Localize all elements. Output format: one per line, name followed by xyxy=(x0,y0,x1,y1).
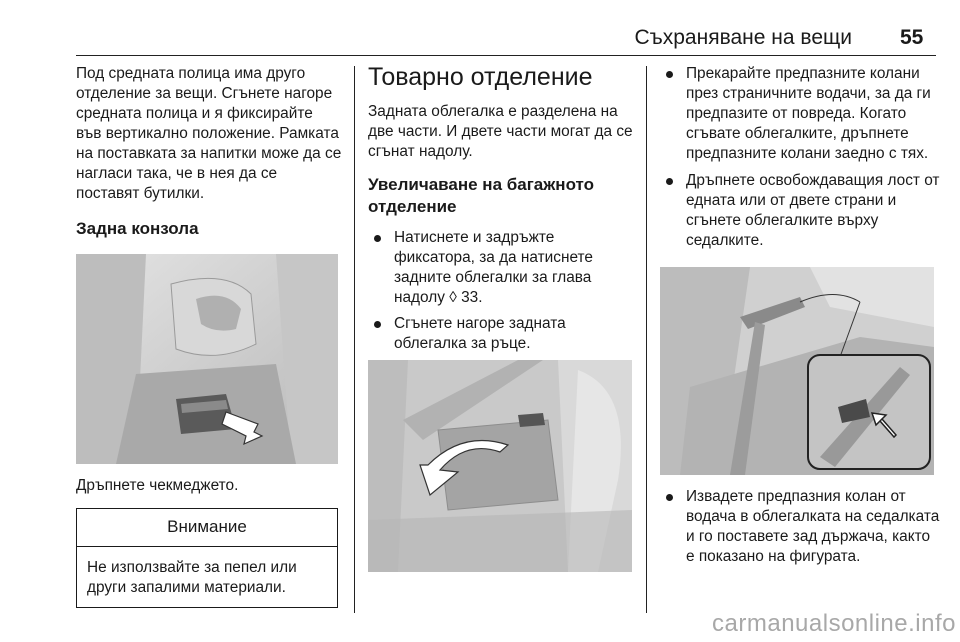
page-header xyxy=(0,0,960,56)
column-right xyxy=(660,64,942,567)
section-title: Товарно отделение xyxy=(368,63,593,91)
bullet-list xyxy=(368,228,636,354)
paragraph: Задната облегалка е разделена на две части. И двете части могат да се сгънат надолу. xyxy=(368,103,633,160)
bullet-list xyxy=(660,64,942,251)
armrest-illustration xyxy=(368,360,632,572)
bullet-dot-icon xyxy=(666,71,673,78)
page-title: Съхраняване на вещи xyxy=(634,26,852,49)
header-rule xyxy=(76,55,936,56)
page-reference-link[interactable]: 33. xyxy=(461,289,483,306)
page-reference-icon: ◊ xyxy=(449,289,457,306)
rear-console-photo xyxy=(76,254,338,464)
rear-console-illustration xyxy=(76,254,338,464)
list-item-text: Извадете предпазния колан от водача в облегалката на седалката и го поставете зад държача, както е показано на фигурата. xyxy=(686,488,940,565)
list-item-text: Натиснете и задръжте фиксатора, за да натиснете задните облегалки за глава надолу xyxy=(394,229,593,306)
section-heading: Задна конзола xyxy=(76,219,199,238)
column-divider xyxy=(354,66,355,613)
list-item xyxy=(660,487,942,567)
bullet-dot-icon xyxy=(666,178,673,185)
caution-box xyxy=(76,508,338,608)
list-item-text: Сгънете нагоре задната облегалка за ръце. xyxy=(394,315,566,352)
subsection-heading: Увеличаване на багажното отделение xyxy=(368,175,595,216)
paragraph: Под средната полица има друго отделение за вещи. Сгънете нагоре средната полица и я фиксирайте във вертикално положение. Рамката на поставката за напитки може да се нагласи така, че в нея да се поставят бутилки. xyxy=(76,65,342,202)
figure-caption: Дръпнете чекмеджето. xyxy=(76,477,239,494)
watermark-text: carmanualsonline.info xyxy=(712,610,956,637)
armrest-photo xyxy=(368,360,632,572)
bullet-dot-icon xyxy=(374,235,381,242)
column-middle xyxy=(368,64,636,572)
list-item-text: Дръпнете освобождаващия лост от едната или от двете страни и сгънете облегалките върху седалките. xyxy=(686,172,940,249)
bullet-dot-icon xyxy=(666,494,673,501)
list-item xyxy=(660,171,942,251)
bullet-list xyxy=(660,487,942,567)
column-left xyxy=(76,64,342,608)
column-divider xyxy=(646,66,647,613)
bullet-dot-icon xyxy=(374,321,381,328)
list-item xyxy=(660,64,942,164)
list-item-text: Прекарайте предпазните колани през страничните водачи, за да ги предпазите от повреда. Когато сгъвате облегалките, дръпнете предпазните колани заедно с тях. xyxy=(686,65,931,162)
seatbelt-photo xyxy=(660,267,934,475)
list-item xyxy=(368,314,636,354)
caution-title: Внимание xyxy=(77,509,337,547)
page-number: 55 xyxy=(900,26,924,49)
caution-text: Не използвайте за пепел или други запалими материали. xyxy=(87,559,297,596)
seatbelt-illustration xyxy=(660,267,934,475)
list-item xyxy=(368,228,636,308)
